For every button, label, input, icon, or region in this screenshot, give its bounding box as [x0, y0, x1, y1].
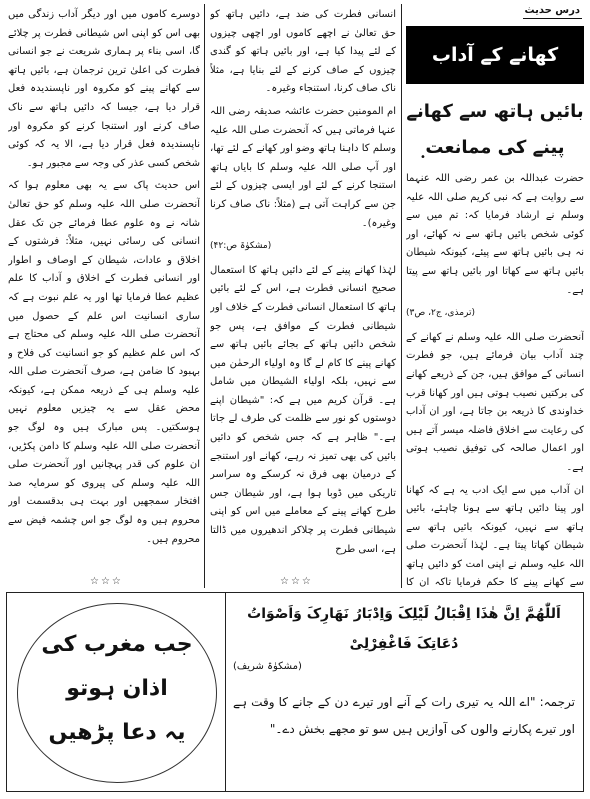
- col3-paragraph-1: دوسرے کاموں میں اور دیگر آداب زندگی میں بھی اس کو اپنی اس شیطانی فطرت پر چلائے گا، اسی بناء پر ہماری شریعت نے جو انسانی فطرت کی اعلیٰ ترین ترجمان ہے، بائیں ہاتھ سے کھانے پینے کو مکروہ اور ناپسندیدہ فعل قرار دیا ہے، جیسا کہ دائیں ہاتھ سے ناک صاف کرنے اور استنجا کرنے کو مکروہ اور ناپسندیدہ فعل قرار دیا ہے، الا یہ کہ کوئی شخص کسی عذر کی وجہ سے مجبور ہو۔: [8, 9, 200, 169]
- hadith-citation: (ترمذی، ج۲، ص۳): [406, 308, 476, 319]
- column-2: [210, 6, 396, 576]
- section-label-text: درس حدیث: [523, 4, 583, 19]
- col2-citation: (مشکوٰۃ ص:۴۲): [210, 241, 272, 252]
- article-subtitle: بائیں ہاتھ سے کھانے پینے کی ممانعت: [406, 101, 584, 158]
- dua-heading-line-3: یہ دعا پڑھیں: [48, 720, 186, 745]
- dua-heading: [17, 623, 217, 755]
- dua-citation: (مشکوٰۃ شریف): [233, 661, 302, 672]
- dua-heading-line-1: جب مغرب کی: [41, 632, 193, 657]
- dua-box-divider: [225, 593, 226, 791]
- column-1: [406, 170, 584, 590]
- col1-paragraph-2: ان آداب میں سے ایک ادب یہ ہے کہ کھانا اور پینا دائیں ہاتھ سے ہونا چاہئے، بائیں ہاتھ سے نہیں، کیونکہ بائیں ہاتھ سے شیطان کھاتا پیتا ہے۔ لہٰذا آنحضرت صلی اللہ علیہ وسلم نے اپنی امت کو دائیں ہاتھ سے کھانے پینے کا حکم فرمایا تاکہ ان کا: [406, 484, 584, 589]
- col2-paragraph-2: ام المومنین حضرت عائشہ صدیقہ رضی اللہ عنہا فرماتی ہیں کہ آنحضرت صلی اللہ علیہ وسلم کا داہنا ہاتھ وضو اور کھانے کے لئے تھا، اور آپ صلی اللہ علیہ وسلم کا بایاں ہاتھ استنجا کرنے کے لئے اور ایسی چیزوں کے لئے جن سے کراہت آتی ہے (مثلاً: ناک صاف کرنا وغیرہ)۔: [210, 105, 396, 229]
- column-end-stars-left: ☆☆☆: [90, 576, 123, 587]
- col3-paragraph-2: اس حدیث پاک سے یہ بھی معلوم ہوا کہ آنحضرت صلی اللہ علیہ وسلم کو حق تعالیٰ شانہ نے وہ علوم عطا فرمائے جن تک عقل انسانی کی رسائی نہیں، مثلاً: فرشتوں کے اخلاق و عادات، شیطان کے اوصاف و اطوار اور انسانی فطرت کے اخلاق و آداب کا علم عظیم عطا فرمایا تھا اور یہ علم نبوت ہے کہ ساری انسانیت اس علم کے حصول میں آنحضرت صلی اللہ علیہ وسلم کی محتاج ہے کہ اس علم عظیم کو جو انسانیت کی فلاح و بہبود کا ضامن ہے، صرف آنحضرت صلی اللہ علیہ وسلم ہی کے ذریعہ ممکن ہے، کیونکہ محض عقل سے یہ چیزیں معلوم نہیں ہوسکتیں۔ پس مبارک ہیں وہ لوگ جو آنحضرت صلی اللہ علیہ وسلم کا دامن پکڑیں، ان علوم کی قدر پہچانیں اور آنحضرت صلی اللہ علیہ وسلم کی پیروی کو سرمایہ صد افتخار سمجھیں اور بہت ہی بدقسمت اور محروم ہیں وہ لوگ جو اس چشمہ فیض سے محروم ہیں۔: [8, 180, 200, 545]
- dua-box: [6, 592, 584, 792]
- col1-paragraph-1: آنحضرت صلی اللہ علیہ وسلم نے کھانے کے چند آداب بیان فرمائے ہیں، جو فطرت انسانی کے موافق ہیں، جن کے ذریعے کھانے کی برکتیں نصیب ہوتی ہیں اور کھانا قرب خداوندی کا ذریعہ بن جاتا ہے، اور ان آداب کی رعایت سے اخلاق فاضلہ میسر آتے ہیں اور اعمال صالحہ کی توفیق نصیب ہوتی ہے۔: [406, 331, 584, 473]
- dua-arabic-text: اَللّٰھُمَّ اِنَّ ھٰذَا اِقْبَالُ لَیْلِکَ وَاِدْبَارُ نَھَارِکَ وَاَصْوَاتُ دُعَاتِکَ فَاغْفِرْلِیْ: [247, 606, 561, 652]
- column-3: [8, 6, 200, 572]
- dua-translation: ترجمہ: "اے اللہ یہ تیری رات کے آنے اور تیرے دن کے جانے کا وقت ہے اور تیرے پکارنے والوں کی آوازیں ہیں سو تو مجھے بخش دے۔": [233, 695, 575, 736]
- dua-heading-line-2: اذان ہوتو: [66, 676, 168, 701]
- section-label: [482, 4, 582, 19]
- col2-paragraph-1: انسانی فطرت کی ضد ہے، دائیں ہاتھ کو حق تعالیٰ نے اچھے کاموں اور اچھی چیزوں کے لئے پیدا کیا ہے، اور بائیں ہاتھ کو گندی چیزوں کے صاف کرنے کے لئے بنایا ہے، مثلاً ناک صاف کرنا، استنجاء وغیرہ۔: [210, 9, 396, 95]
- column-end-stars-middle: ☆☆☆: [280, 576, 313, 587]
- hadith-quote: حضرت عبداللہ بن عمر رضی اللہ عنہما سے روایت ہے کہ نبی کریم صلی اللہ علیہ وسلم نے ارشاد فرمایا کہ: تم میں سے کوئی شخص بائیں ہاتھ سے نہ کھائے، اور نہ ہی بائیں ہاتھ سے پیئے، کیونکہ شیطان بائیں ہاتھ سے کھاتا اور بائیں ہاتھ سے پیتا ہے۔: [406, 173, 584, 296]
- col2-paragraph-3: لہٰذا کھانے پینے کے لئے دائیں ہاتھ کا استعمال صحیح انسانی فطرت ہے، اس کے لئے بائیں ہاتھ کا استعمال انسانی فطرت کے خلاف اور شیطانی فطرت کے موافق ہے، پس جو شخص دائیں ہاتھ کے بجائے بائیں ہاتھ سے کھانے پینے کا کام لے گا وہ اولیاء الرحمٰن میں سے نہیں، بلکہ اولیاء الشیطان میں شامل ہے۔ قرآن کریم میں ہے کہ: "شیطان اپنے دوستوں کو نور سے ظلمت کی طرف لے جاتا ہے۔" ظاہر ہے کہ جس شخص کو دائیں بائیں کی بھی تمیز نہ رہے، کھانے اور استنجے کے درمیان بھی فرق نہ کرسکے وہ سراسر تاریکی میں ڈوبا ہوا ہے، اور شیطان جس طرح کھانے پینے کے معاملے میں اس کو اپنی شیطانی فطرت پر چلاکر اندھیروں میں ڈالتا ہے، اسی طرح: [210, 264, 396, 555]
- bullet-icon: •: [420, 152, 426, 163]
- column-divider-1: [401, 4, 402, 588]
- column-divider-2: [204, 4, 205, 588]
- article-title: کھانے کے آداب: [406, 26, 584, 84]
